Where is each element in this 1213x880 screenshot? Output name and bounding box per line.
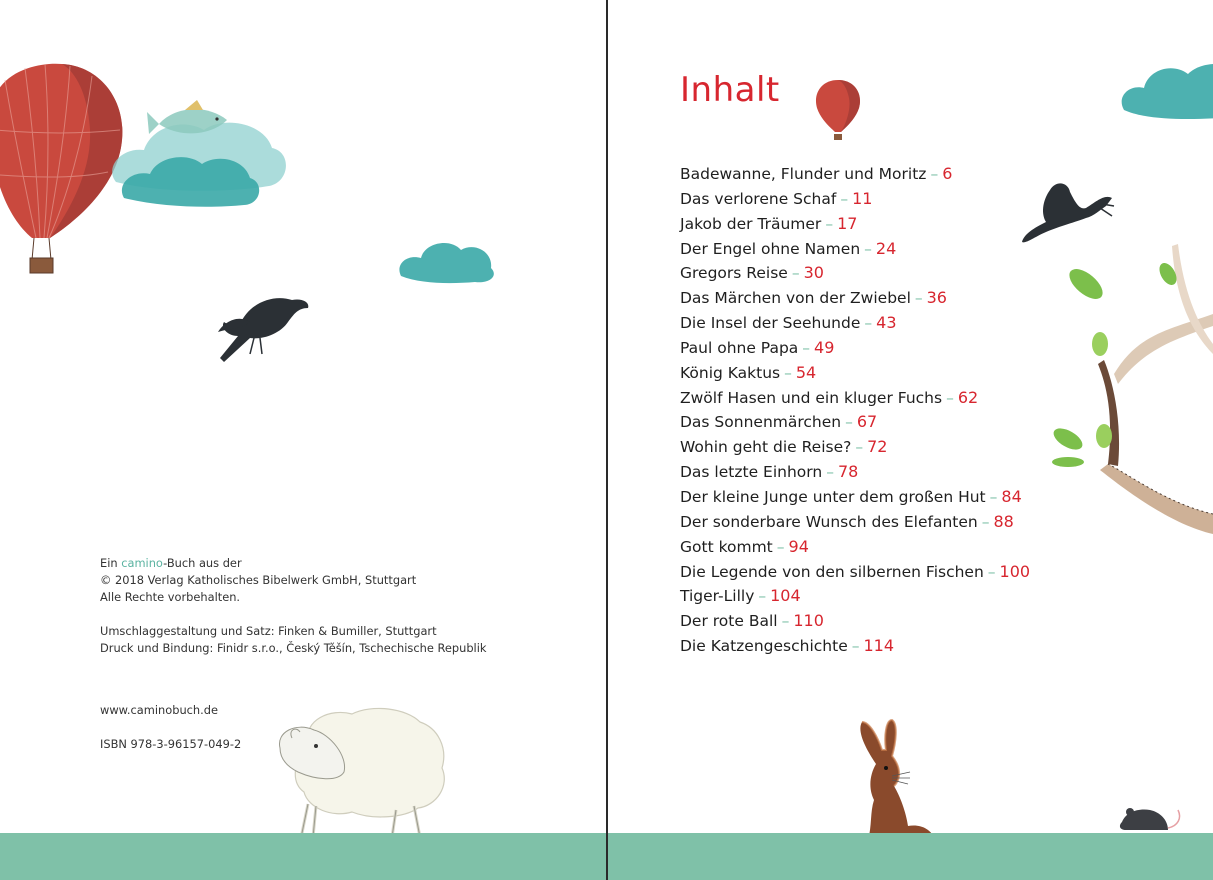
right-page: [608, 0, 1213, 880]
toc-entry-title: Der kleine Junge unter dem großen Hut: [680, 487, 986, 506]
toc-entry-title: Das Märchen von der Zwiebel: [680, 289, 911, 308]
toc-separator: –: [781, 612, 790, 631]
isbn: ISBN 978-3-96157-049-2: [100, 737, 242, 751]
toc-separator: –: [914, 289, 923, 308]
toc-page-number: 88: [993, 511, 1014, 531]
toc-entry[interactable]: [680, 361, 1030, 386]
toc-entry-title: Gregors Reise: [680, 264, 788, 283]
toc-entry-title: Das letzte Einhorn: [680, 463, 823, 482]
print-credit: Druck und Bindung: Finidr s.r.o., Český Těšín, Tschechische Republik: [100, 641, 487, 655]
toc-separator: –: [989, 487, 998, 506]
hare-icon: [848, 716, 948, 851]
toc-entry[interactable]: [680, 634, 1030, 659]
publisher-line: Ein camino-Buch aus der: [100, 556, 242, 570]
toc-separator: –: [845, 413, 853, 432]
cloud-icon: [395, 236, 500, 286]
toc-page-number: 24: [875, 238, 897, 258]
toc-entry[interactable]: [680, 336, 1030, 361]
toc-entry[interactable]: [680, 237, 1030, 262]
toc-separator: –: [784, 363, 792, 382]
branch-icon: [1048, 234, 1213, 544]
toc-entry-title: Der sonderbare Wunsch des Elefanten: [680, 512, 978, 531]
ground-strip: [0, 833, 606, 880]
toc-separator: –: [855, 438, 864, 457]
toc-entry[interactable]: [680, 584, 1030, 609]
toc-separator: –: [930, 165, 939, 183]
toc-page-number: 72: [867, 437, 888, 457]
toc-separator: –: [758, 587, 767, 606]
toc-entry-title: Das Sonnenmärchen: [680, 413, 842, 432]
toc-entry-title: Gott kommt: [680, 537, 773, 556]
balloon-icon: [813, 78, 863, 143]
toc-entry-title: Die Insel der Seehunde: [680, 314, 861, 333]
toc-page-number: 6: [942, 164, 953, 183]
fish-icon: [145, 98, 240, 143]
toc-list: [680, 162, 1030, 659]
toc-entry[interactable]: [680, 410, 1030, 435]
toc-page-number: 36: [926, 288, 947, 308]
toc-entry-title: Zwölf Hasen und ein kluger Fuchs: [680, 388, 943, 407]
toc-entry[interactable]: [680, 535, 1030, 560]
toc-entry[interactable]: [680, 609, 1030, 634]
toc-page-number: 114: [863, 636, 895, 656]
toc-page-number: 11: [852, 188, 873, 208]
toc-entry[interactable]: [680, 485, 1030, 510]
crow-icon: [210, 292, 315, 367]
toc-page-number: 94: [788, 536, 809, 556]
toc-page-number: 110: [793, 611, 824, 631]
toc-separator: –: [864, 239, 872, 258]
copyright-line: © 2018 Verlag Katholisches Bibelwerk GmbH, Stuttgart: [100, 573, 417, 587]
toc-title: Inhalt: [680, 70, 780, 110]
toc-entry-title: Die Katzengeschichte: [680, 637, 848, 656]
toc-separator: –: [776, 537, 785, 556]
toc-entry[interactable]: [680, 212, 1030, 237]
toc-page-number: 100: [999, 561, 1031, 581]
toc-separator: –: [825, 214, 834, 233]
toc-page-number: 43: [876, 313, 897, 333]
toc-separator: –: [987, 562, 996, 581]
toc-separator: –: [802, 338, 811, 357]
toc-separator: –: [864, 314, 873, 333]
toc-entry-title: Paul ohne Papa: [680, 338, 799, 357]
toc-separator: –: [851, 637, 860, 656]
website-link[interactable]: www.caminobuch.de: [100, 703, 219, 717]
toc-page-number: 62: [957, 387, 979, 407]
toc-separator: –: [981, 512, 990, 531]
toc-page-number: 104: [770, 586, 801, 606]
toc-entry[interactable]: [680, 510, 1030, 535]
toc-page-number: 78: [837, 462, 859, 482]
rights-line: Alle Rechte vorbehalten.: [100, 590, 241, 604]
brand-name: camino: [121, 556, 164, 570]
cloud-icon: [1116, 54, 1213, 124]
toc-entry[interactable]: [680, 261, 1030, 286]
toc-entry-title: Der rote Ball: [680, 612, 778, 631]
toc-entry[interactable]: [680, 386, 1030, 411]
toc-entry[interactable]: [680, 311, 1030, 336]
toc-separator: –: [791, 264, 800, 283]
toc-entry-title: Tiger-Lilly: [680, 587, 755, 606]
design-credit: Umschlaggestaltung und Satz: Finken & Bumiller, Stuttgart: [100, 624, 437, 638]
toc-entry-title: Jakob der Träumer: [680, 214, 822, 233]
toc-entry[interactable]: [680, 286, 1030, 311]
toc-page-number: 49: [814, 337, 835, 357]
toc-entry-title: König Kaktus: [680, 363, 781, 382]
toc-page-number: 84: [1001, 486, 1022, 506]
toc-page-number: 67: [856, 412, 878, 432]
toc-entry[interactable]: [680, 435, 1030, 460]
left-page: [0, 0, 606, 880]
toc-separator: –: [840, 189, 849, 208]
toc-entry-title: Das verlorene Schaf: [680, 189, 837, 208]
ground-strip: [608, 833, 1213, 880]
toc-page-number: 30: [803, 263, 824, 283]
toc-entry[interactable]: [680, 162, 1030, 187]
toc-entry-title: Die Legende von den silbernen Fischen: [680, 562, 984, 581]
toc-entry-title: Badewanne, Flunder und Moritz: [680, 165, 927, 183]
toc-entry[interactable]: [680, 187, 1030, 212]
toc-separator: –: [946, 388, 954, 407]
toc-entry-title: Wohin geht die Reise?: [680, 438, 852, 457]
toc-entry[interactable]: [680, 560, 1030, 585]
toc-entry-title: Der Engel ohne Namen: [680, 239, 861, 258]
toc-entry[interactable]: [680, 460, 1030, 485]
toc-page-number: 54: [795, 362, 817, 382]
toc-separator: –: [826, 463, 834, 482]
toc-page-number: 17: [837, 213, 858, 233]
